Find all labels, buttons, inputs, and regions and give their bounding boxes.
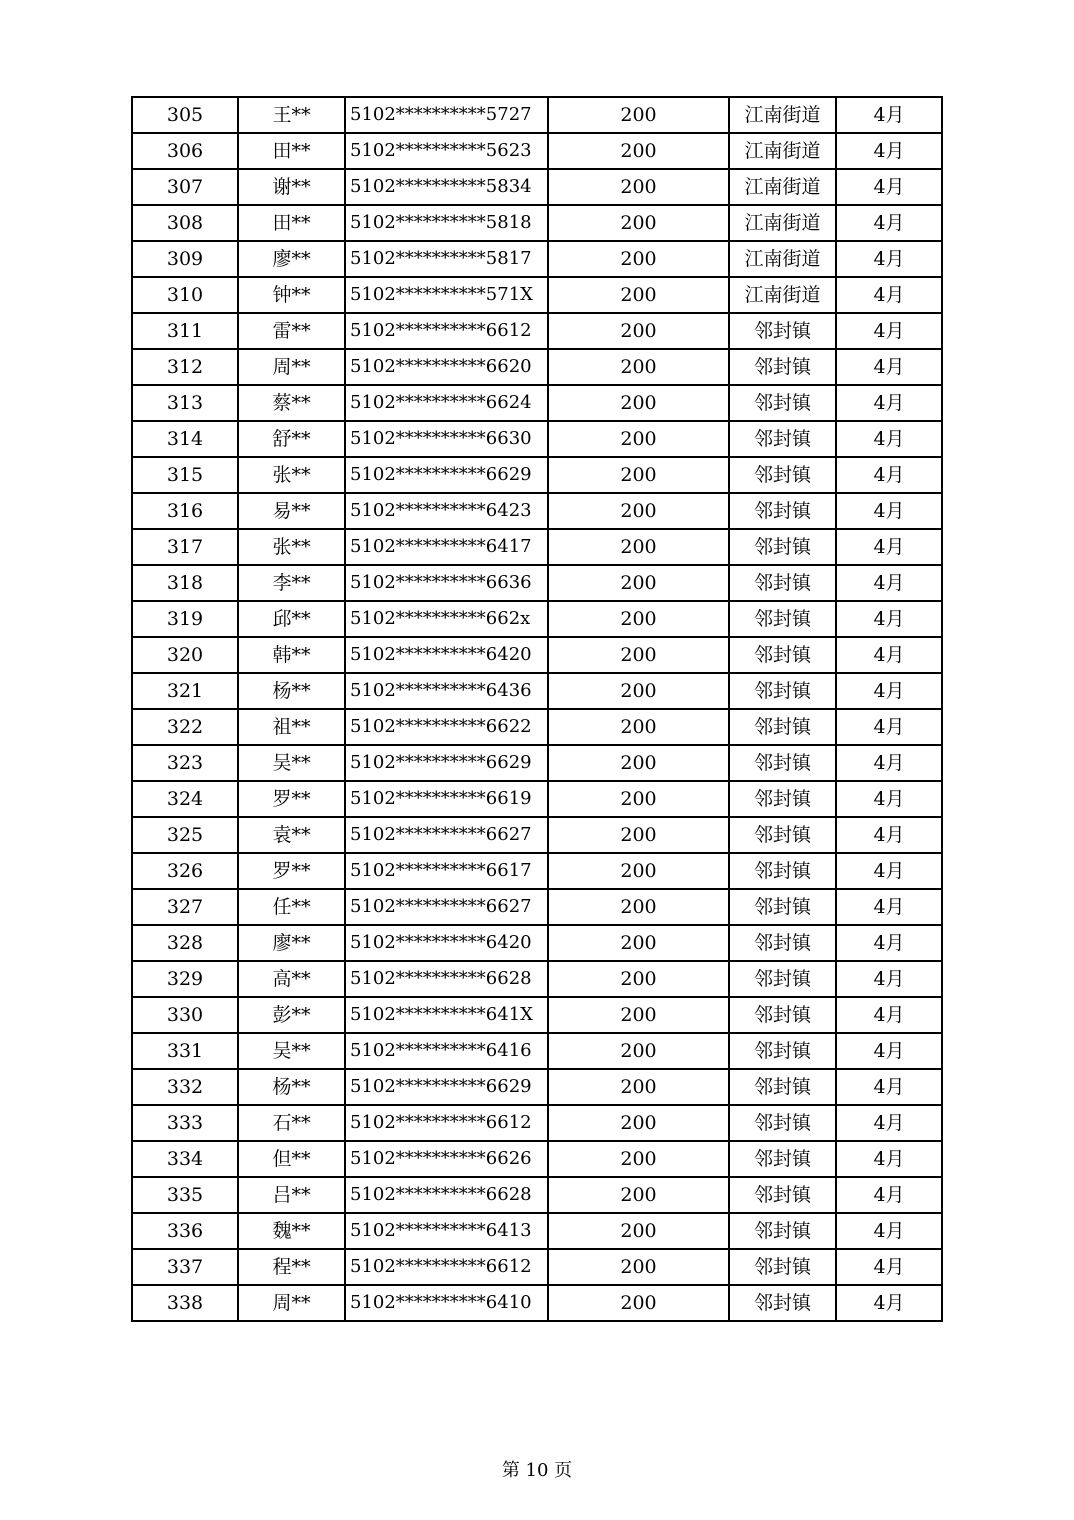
amount-cell: 200 <box>548 133 729 169</box>
serial-cell: 322 <box>132 709 238 745</box>
table-row <box>132 529 942 565</box>
id-number-cell: 5102**********6628 <box>345 961 548 997</box>
month-cell: 4月 <box>836 241 942 277</box>
table-row <box>132 1285 942 1321</box>
township-cell: 江南街道 <box>729 241 836 277</box>
month-cell: 4月 <box>836 925 942 961</box>
name-cell: 吕** <box>238 1177 345 1213</box>
township-cell: 邻封镇 <box>729 1249 836 1285</box>
serial-cell: 324 <box>132 781 238 817</box>
amount-cell: 200 <box>548 565 729 601</box>
month-cell: 4月 <box>836 961 942 997</box>
township-cell: 邻封镇 <box>729 745 836 781</box>
amount-cell: 200 <box>548 817 729 853</box>
id-number-cell: 5102**********6629 <box>345 457 548 493</box>
id-number-cell: 5102**********6417 <box>345 529 548 565</box>
serial-cell: 316 <box>132 493 238 529</box>
name-cell: 田** <box>238 133 345 169</box>
serial-cell: 306 <box>132 133 238 169</box>
table-row <box>132 565 942 601</box>
township-cell: 邻封镇 <box>729 817 836 853</box>
township-cell: 邻封镇 <box>729 853 836 889</box>
township-cell: 邻封镇 <box>729 421 836 457</box>
township-cell: 邻封镇 <box>729 1141 836 1177</box>
serial-cell: 337 <box>132 1249 238 1285</box>
serial-cell: 326 <box>132 853 238 889</box>
month-cell: 4月 <box>836 1141 942 1177</box>
amount-cell: 200 <box>548 205 729 241</box>
month-cell: 4月 <box>836 889 942 925</box>
serial-cell: 315 <box>132 457 238 493</box>
id-number-cell: 5102**********6624 <box>345 385 548 421</box>
name-cell: 石** <box>238 1105 345 1141</box>
table-row <box>132 601 942 637</box>
table-row <box>132 709 942 745</box>
township-cell: 邻封镇 <box>729 565 836 601</box>
serial-cell: 305 <box>132 97 238 133</box>
table-row <box>132 1141 942 1177</box>
id-number-cell: 5102**********6416 <box>345 1033 548 1069</box>
serial-cell: 327 <box>132 889 238 925</box>
table-row <box>132 1177 942 1213</box>
name-cell: 韩** <box>238 637 345 673</box>
amount-cell: 200 <box>548 1141 729 1177</box>
amount-cell: 200 <box>548 169 729 205</box>
township-cell: 邻封镇 <box>729 673 836 709</box>
amount-cell: 200 <box>548 349 729 385</box>
serial-cell: 333 <box>132 1105 238 1141</box>
township-cell: 邻封镇 <box>729 925 836 961</box>
id-number-cell: 5102**********6629 <box>345 745 548 781</box>
month-cell: 4月 <box>836 781 942 817</box>
month-cell: 4月 <box>836 1213 942 1249</box>
month-cell: 4月 <box>836 1105 942 1141</box>
table-row <box>132 313 942 349</box>
month-cell: 4月 <box>836 745 942 781</box>
name-cell: 罗** <box>238 781 345 817</box>
table-row <box>132 853 942 889</box>
id-number-cell: 5102**********6420 <box>345 925 548 961</box>
township-cell: 邻封镇 <box>729 1285 836 1321</box>
township-cell: 邻封镇 <box>729 961 836 997</box>
amount-cell: 200 <box>548 1177 729 1213</box>
serial-cell: 311 <box>132 313 238 349</box>
table-row <box>132 889 942 925</box>
name-cell: 彭** <box>238 997 345 1033</box>
amount-cell: 200 <box>548 889 729 925</box>
township-cell: 邻封镇 <box>729 313 836 349</box>
table-row <box>132 1249 942 1285</box>
township-cell: 邻封镇 <box>729 889 836 925</box>
name-cell: 杨** <box>238 673 345 709</box>
table-row <box>132 1069 942 1105</box>
month-cell: 4月 <box>836 1069 942 1105</box>
id-number-cell: 5102**********6620 <box>345 349 548 385</box>
serial-cell: 312 <box>132 349 238 385</box>
name-cell: 任** <box>238 889 345 925</box>
id-number-cell: 5102**********6420 <box>345 637 548 673</box>
name-cell: 吴** <box>238 1033 345 1069</box>
table-row <box>132 817 942 853</box>
table-row <box>132 457 942 493</box>
serial-cell: 331 <box>132 1033 238 1069</box>
serial-cell: 319 <box>132 601 238 637</box>
serial-cell: 308 <box>132 205 238 241</box>
amount-cell: 200 <box>548 1213 729 1249</box>
amount-cell: 200 <box>548 421 729 457</box>
month-cell: 4月 <box>836 421 942 457</box>
table-row <box>132 745 942 781</box>
amount-cell: 200 <box>548 1033 729 1069</box>
name-cell: 但** <box>238 1141 345 1177</box>
name-cell: 周** <box>238 1285 345 1321</box>
serial-cell: 325 <box>132 817 238 853</box>
serial-cell: 323 <box>132 745 238 781</box>
month-cell: 4月 <box>836 1177 942 1213</box>
name-cell: 魏** <box>238 1213 345 1249</box>
table-row <box>132 349 942 385</box>
month-cell: 4月 <box>836 133 942 169</box>
month-cell: 4月 <box>836 385 942 421</box>
serial-cell: 310 <box>132 277 238 313</box>
amount-cell: 200 <box>548 277 729 313</box>
name-cell: 袁** <box>238 817 345 853</box>
month-cell: 4月 <box>836 277 942 313</box>
serial-cell: 335 <box>132 1177 238 1213</box>
name-cell: 田** <box>238 205 345 241</box>
id-number-cell: 5102**********5817 <box>345 241 548 277</box>
serial-cell: 317 <box>132 529 238 565</box>
name-cell: 舒** <box>238 421 345 457</box>
id-number-cell: 5102**********5727 <box>345 97 548 133</box>
id-number-cell: 5102**********6436 <box>345 673 548 709</box>
month-cell: 4月 <box>836 601 942 637</box>
serial-cell: 320 <box>132 637 238 673</box>
table-row <box>132 1033 942 1069</box>
township-cell: 邻封镇 <box>729 1213 836 1249</box>
township-cell: 江南街道 <box>729 133 836 169</box>
id-number-cell: 5102**********6612 <box>345 1249 548 1285</box>
amount-cell: 200 <box>548 997 729 1033</box>
township-cell: 邻封镇 <box>729 601 836 637</box>
table-row <box>132 169 942 205</box>
name-cell: 雷** <box>238 313 345 349</box>
id-number-cell: 5102**********6636 <box>345 565 548 601</box>
serial-cell: 313 <box>132 385 238 421</box>
name-cell: 程** <box>238 1249 345 1285</box>
amount-cell: 200 <box>548 601 729 637</box>
serial-cell: 334 <box>132 1141 238 1177</box>
township-cell: 邻封镇 <box>729 529 836 565</box>
serial-cell: 321 <box>132 673 238 709</box>
amount-cell: 200 <box>548 1069 729 1105</box>
id-number-cell: 5102**********6628 <box>345 1177 548 1213</box>
township-cell: 江南街道 <box>729 97 836 133</box>
table-row <box>132 241 942 277</box>
table-row <box>132 781 942 817</box>
amount-cell: 200 <box>548 1249 729 1285</box>
month-cell: 4月 <box>836 637 942 673</box>
amount-cell: 200 <box>548 709 729 745</box>
amount-cell: 200 <box>548 637 729 673</box>
township-cell: 邻封镇 <box>729 349 836 385</box>
table-row <box>132 385 942 421</box>
township-cell: 邻封镇 <box>729 709 836 745</box>
township-cell: 邻封镇 <box>729 1033 836 1069</box>
name-cell: 祖** <box>238 709 345 745</box>
serial-cell: 330 <box>132 997 238 1033</box>
amount-cell: 200 <box>548 97 729 133</box>
township-cell: 邻封镇 <box>729 1105 836 1141</box>
township-cell: 邻封镇 <box>729 1177 836 1213</box>
table-row <box>132 205 942 241</box>
month-cell: 4月 <box>836 169 942 205</box>
id-number-cell: 5102**********6622 <box>345 709 548 745</box>
name-cell: 廖** <box>238 925 345 961</box>
table-row <box>132 1105 942 1141</box>
id-number-cell: 5102**********6413 <box>345 1213 548 1249</box>
amount-cell: 200 <box>548 241 729 277</box>
amount-cell: 200 <box>548 925 729 961</box>
table-row <box>132 961 942 997</box>
township-cell: 邻封镇 <box>729 457 836 493</box>
month-cell: 4月 <box>836 709 942 745</box>
name-cell: 高** <box>238 961 345 997</box>
name-cell: 谢** <box>238 169 345 205</box>
month-cell: 4月 <box>836 997 942 1033</box>
table-row <box>132 277 942 313</box>
month-cell: 4月 <box>836 529 942 565</box>
table-row <box>132 493 942 529</box>
month-cell: 4月 <box>836 457 942 493</box>
id-number-cell: 5102**********6423 <box>345 493 548 529</box>
township-cell: 邻封镇 <box>729 1069 836 1105</box>
id-number-cell: 5102**********6612 <box>345 1105 548 1141</box>
amount-cell: 200 <box>548 457 729 493</box>
amount-cell: 200 <box>548 1105 729 1141</box>
month-cell: 4月 <box>836 853 942 889</box>
id-number-cell: 5102**********5834 <box>345 169 548 205</box>
id-number-cell: 5102**********6619 <box>345 781 548 817</box>
month-cell: 4月 <box>836 1285 942 1321</box>
name-cell: 钟** <box>238 277 345 313</box>
id-number-cell: 5102**********641X <box>345 997 548 1033</box>
amount-cell: 200 <box>548 385 729 421</box>
month-cell: 4月 <box>836 817 942 853</box>
name-cell: 邱** <box>238 601 345 637</box>
table-row <box>132 637 942 673</box>
serial-cell: 328 <box>132 925 238 961</box>
serial-cell: 329 <box>132 961 238 997</box>
township-cell: 江南街道 <box>729 169 836 205</box>
id-number-cell: 5102**********662x <box>345 601 548 637</box>
serial-cell: 318 <box>132 565 238 601</box>
amount-cell: 200 <box>548 853 729 889</box>
table-row <box>132 133 942 169</box>
month-cell: 4月 <box>836 673 942 709</box>
amount-cell: 200 <box>548 745 729 781</box>
township-cell: 邻封镇 <box>729 997 836 1033</box>
month-cell: 4月 <box>836 205 942 241</box>
name-cell: 罗** <box>238 853 345 889</box>
id-number-cell: 5102**********6410 <box>345 1285 548 1321</box>
name-cell: 王** <box>238 97 345 133</box>
serial-cell: 332 <box>132 1069 238 1105</box>
amount-cell: 200 <box>548 493 729 529</box>
name-cell: 张** <box>238 529 345 565</box>
table-row <box>132 1213 942 1249</box>
id-number-cell: 5102**********5623 <box>345 133 548 169</box>
amount-cell: 200 <box>548 673 729 709</box>
id-number-cell: 5102**********6612 <box>345 313 548 349</box>
serial-cell: 314 <box>132 421 238 457</box>
id-number-cell: 5102**********6627 <box>345 889 548 925</box>
amount-cell: 200 <box>548 1285 729 1321</box>
table-body <box>132 97 942 1321</box>
name-cell: 杨** <box>238 1069 345 1105</box>
month-cell: 4月 <box>836 493 942 529</box>
month-cell: 4月 <box>836 1249 942 1285</box>
amount-cell: 200 <box>548 313 729 349</box>
name-cell: 吴** <box>238 745 345 781</box>
page-number: 第 10 页 <box>501 1460 573 1481</box>
amount-cell: 200 <box>548 781 729 817</box>
data-table <box>131 96 943 1322</box>
month-cell: 4月 <box>836 97 942 133</box>
serial-cell: 307 <box>132 169 238 205</box>
month-cell: 4月 <box>836 313 942 349</box>
serial-cell: 336 <box>132 1213 238 1249</box>
id-number-cell: 5102**********5818 <box>345 205 548 241</box>
township-cell: 邻封镇 <box>729 493 836 529</box>
name-cell: 周** <box>238 349 345 385</box>
id-number-cell: 5102**********6627 <box>345 817 548 853</box>
table-row <box>132 421 942 457</box>
table-row <box>132 997 942 1033</box>
amount-cell: 200 <box>548 529 729 565</box>
id-number-cell: 5102**********6617 <box>345 853 548 889</box>
township-cell: 邻封镇 <box>729 637 836 673</box>
township-cell: 邻封镇 <box>729 781 836 817</box>
name-cell: 蔡** <box>238 385 345 421</box>
serial-cell: 338 <box>132 1285 238 1321</box>
month-cell: 4月 <box>836 1033 942 1069</box>
amount-cell: 200 <box>548 961 729 997</box>
table-row <box>132 97 942 133</box>
name-cell: 易** <box>238 493 345 529</box>
township-cell: 江南街道 <box>729 277 836 313</box>
id-number-cell: 5102**********571X <box>345 277 548 313</box>
serial-cell: 309 <box>132 241 238 277</box>
name-cell: 李** <box>238 565 345 601</box>
id-number-cell: 5102**********6626 <box>345 1141 548 1177</box>
id-number-cell: 5102**********6630 <box>345 421 548 457</box>
id-number-cell: 5102**********6629 <box>345 1069 548 1105</box>
month-cell: 4月 <box>836 349 942 385</box>
township-cell: 邻封镇 <box>729 385 836 421</box>
table-row <box>132 673 942 709</box>
table-row <box>132 925 942 961</box>
name-cell: 廖** <box>238 241 345 277</box>
township-cell: 江南街道 <box>729 205 836 241</box>
name-cell: 张** <box>238 457 345 493</box>
month-cell: 4月 <box>836 565 942 601</box>
